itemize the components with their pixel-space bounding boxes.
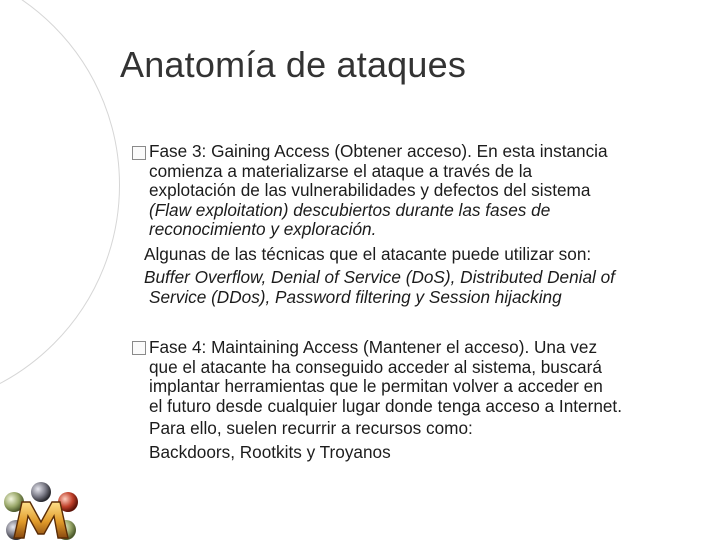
bullet-1-line: Fase 3: Gaining Access (Obtener acceso). En esta instancia [149,141,608,161]
bullet-1-line: explotación de las vulnerabilidades y defectos del sistema [149,180,591,200]
bullet-2-line: Backdoors, Rootkits y Troyanos [149,441,391,462]
bullet-2-line: Fase 4: Maintaining Access (Mantener el acceso). Una vez [149,337,598,357]
bullet-2-line: el futuro desde cualquier lugar donde tenga acceso a Internet. [149,395,622,416]
bullet-1-line [149,201,709,221]
bullet-2-line: Para ello, suelen recurrir a recursos como: [149,418,473,438]
flaw-exploitation-italic: (Flaw exploitation) descubiertos durante las fases de [149,199,551,220]
bullet-1-line: reconocimiento y exploración. [149,219,377,239]
m-emblem-logo [0,478,82,540]
checkbox-bullet-icon [132,146,146,160]
techniques-list-line: Buffer Overflow, Denial of Service (DoS), Distributed Denial of [144,267,615,287]
techniques-list-line: Service (DDos), Password filtering y Session hijacking [149,286,562,307]
bullet-2-text [149,338,709,462]
decorative-arc [0,0,120,410]
bullet-1-text [149,142,709,240]
bullet-1-techniques [144,240,704,307]
checkbox-bullet-icon [132,341,146,355]
slide-title: Anatomía de ataques [120,44,467,85]
techniques-intro: Algunas de las técnicas que el atacante puede utilizar son: [144,244,592,264]
bullet-1-line: comienza a materializarse el ataque a través de la [149,160,533,181]
bullet-2-line: implantar herramientas que le permitan volver a acceder en [149,376,603,396]
bullet-2-line: que el atacante ha conseguido acceder al sistema, buscará [149,356,602,377]
